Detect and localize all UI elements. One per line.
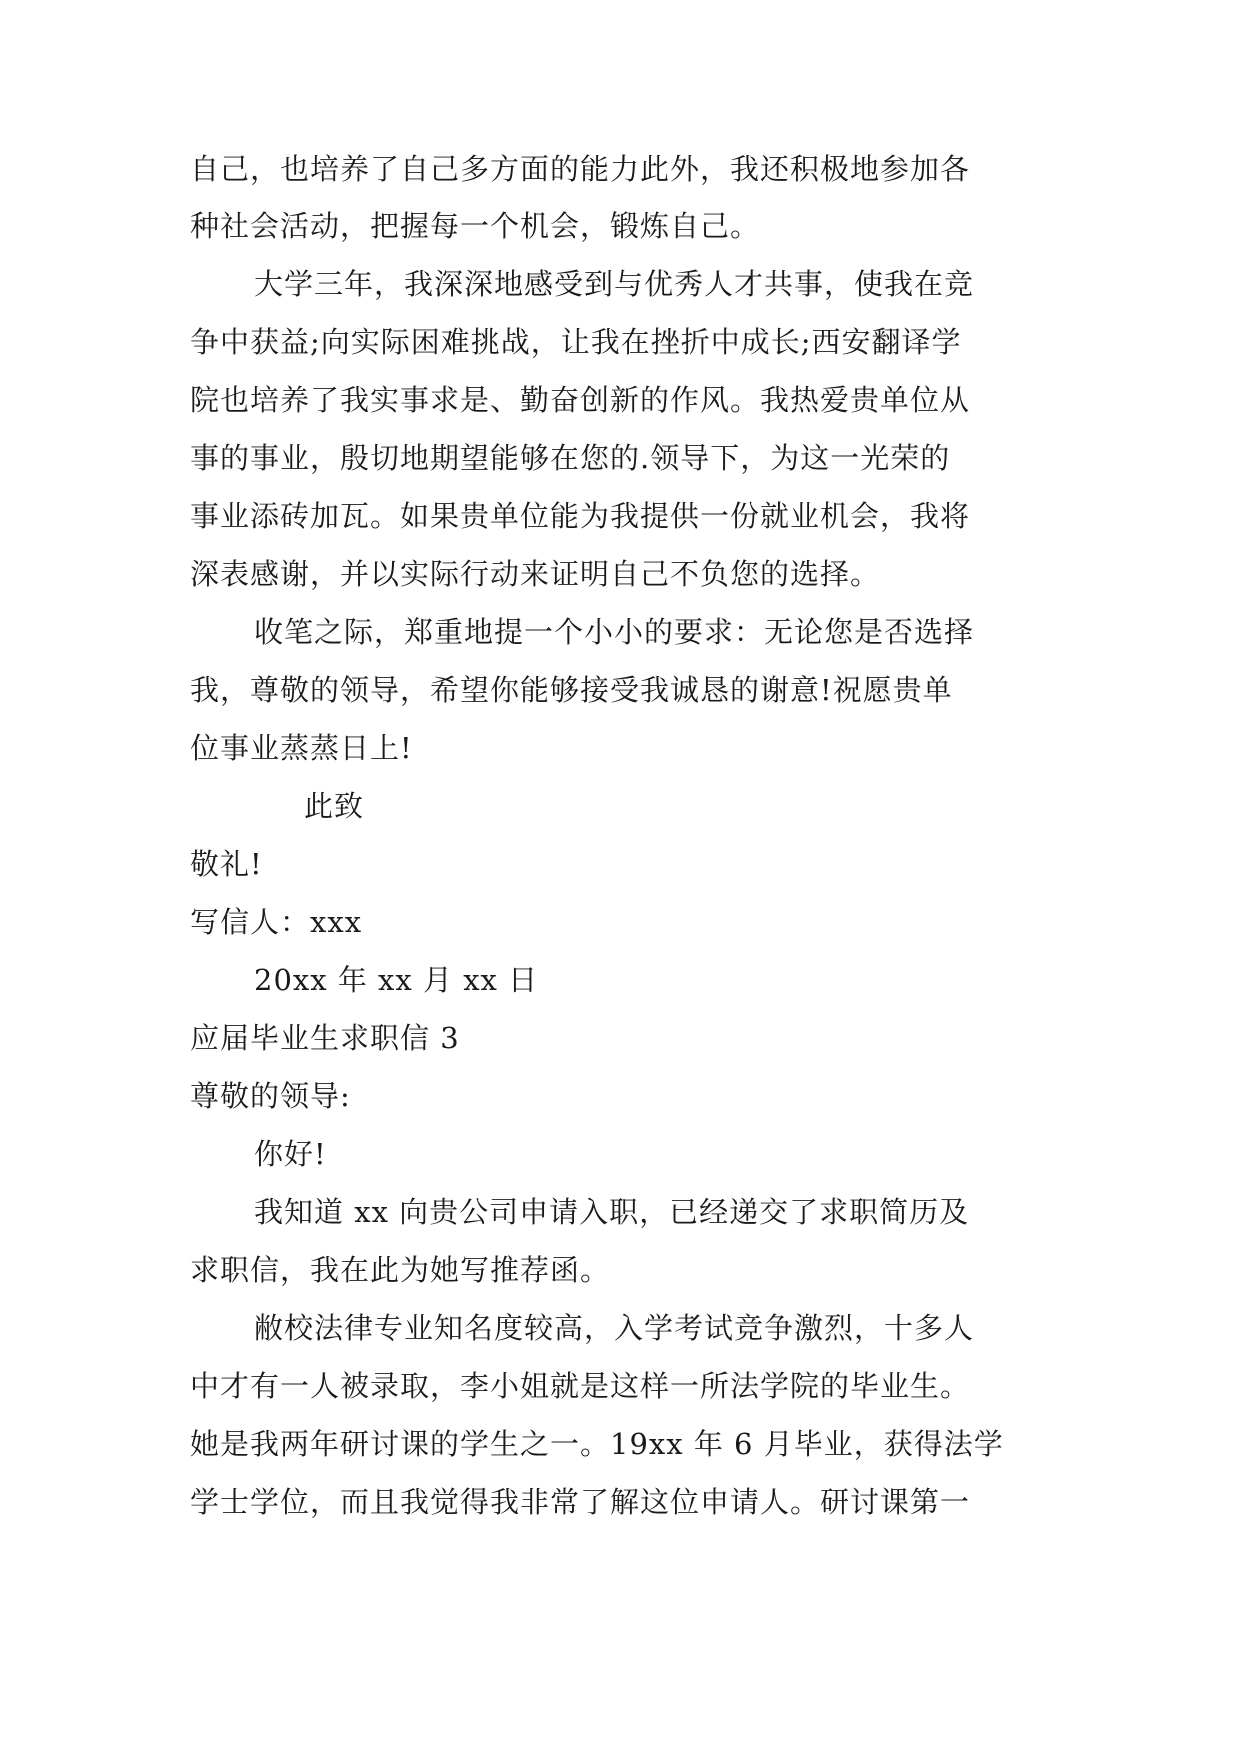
paragraph-line: 我知道 xx 向贵公司申请入职，已经递交了求职简历及 [254,1195,970,1229]
paragraph-line: 我，尊敬的领导，希望你能够接受我诚恳的谢意!祝愿贵单 [190,673,953,707]
paragraph-line: 争中获益;向实际困难挑战，让我在挫折中成长;西安翻译学 [190,325,962,359]
paragraph-line: 事业添砖加瓦。如果贵单位能为我提供一份就业机会，我将 [190,499,971,533]
letter-greeting: 尊敬的领导: [190,1079,351,1113]
paragraph-line: 深表感谢，并以实际行动来证明自己不负您的选择。 [190,557,881,591]
paragraph-line: 院也培养了我实事求是、勤奋创新的作风。我热爱贵单位从 [190,383,971,417]
closing-salutation: 此致 [304,789,365,823]
paragraph-line: 种社会活动，把握每一个机会，锻炼自己。 [190,209,761,243]
paragraph-line: 敝校法律专业知名度较高，入学考试竞争激烈，十多人 [254,1311,975,1345]
letter-hello: 你好! [254,1137,327,1171]
paragraph-line: 收笔之际，郑重地提一个小小的要求：无论您是否选择 [254,615,975,649]
paragraph-line: 中才有一人被录取，李小姐就是这样一所法学院的毕业生。 [190,1369,971,1403]
paragraph-line: 位事业蒸蒸日上! [190,731,413,765]
closing-regards: 敬礼! [190,847,263,881]
paragraph-line: 求职信，我在此为她写推荐函。 [190,1253,611,1287]
paragraph-line: 自己，也培养了自己多方面的能力此外，我还积极地参加各 [190,152,971,186]
paragraph-line: 她是我两年研讨课的学生之一。19xx 年 6 月毕业，获得法学 [190,1427,1004,1461]
section-title: 应届毕业生求职信 3 [190,1021,460,1055]
letter-signature: 写信人：xxx [190,905,363,939]
letter-date: 20xx 年 xx 月 xx 日 [254,963,539,997]
paragraph-line: 大学三年，我深深地感受到与优秀人才共事，使我在竞 [254,267,975,301]
paragraph-line: 事的事业，殷切地期望能够在您的.领导下，为这一光荣的 [190,441,951,475]
paragraph-line: 学士学位，而且我觉得我非常了解这位申请人。研讨课第一 [190,1485,971,1519]
